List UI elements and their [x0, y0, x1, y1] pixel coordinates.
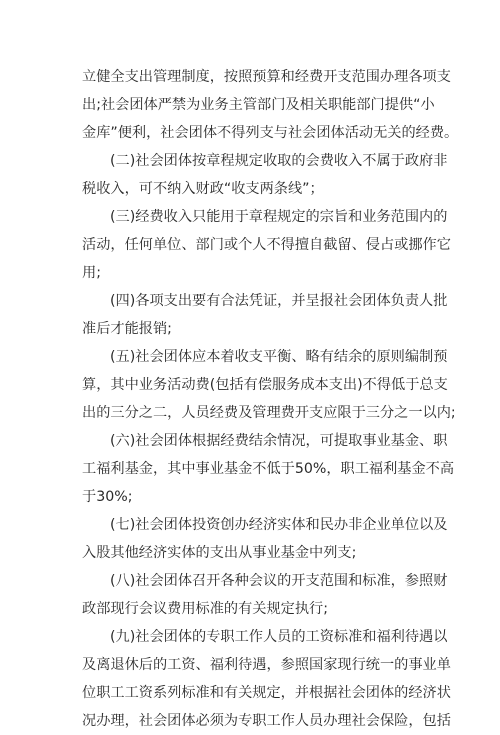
line-text: (三)经费收入只能用于章程规定的宗旨和业务范围内的 — [110, 209, 448, 225]
line-text: 立健全支出管理制度，按照预算和经费开支范围办理各项支 — [82, 69, 451, 85]
line-text: (五)社会团体应本着收支平衡、略有结余的原则编制预 — [110, 349, 448, 365]
text-line — [0, 343, 500, 371]
text-line — [0, 147, 500, 175]
text-line — [0, 63, 500, 91]
text-line — [0, 483, 500, 511]
text-line — [0, 455, 500, 483]
text-line — [0, 511, 500, 539]
line-text: (九)社会团体的专职工作人员的工资标准和福利待遇以 — [110, 629, 448, 645]
line-text: 用; — [82, 265, 101, 281]
text-line — [0, 315, 500, 343]
line-text: 于30%; — [82, 489, 133, 505]
text-line — [0, 427, 500, 455]
text-line — [0, 231, 500, 259]
line-text: (四)各项支出要有合法凭证，并呈报社会团体负责人批 — [110, 293, 448, 309]
line-text: (二)社会团体按章程规定收取的会费收入不属于政府非 — [110, 153, 448, 169]
text-line — [0, 371, 500, 399]
line-text: 准后才能报销; — [82, 321, 172, 337]
line-text: 工福利基金，其中事业基金不低于50%，职工福利基金不高 — [82, 461, 455, 477]
line-text: (七)社会团体投资创办经济实体和民办非企业单位以及 — [110, 517, 448, 533]
text-line — [0, 175, 500, 203]
text-line — [0, 399, 500, 427]
text-line — [0, 679, 500, 707]
line-text: 税收入，可不纳入财政“收支两条线”； — [82, 181, 324, 197]
text-line — [0, 287, 500, 315]
line-text: 金库”便利，社会团体不得列支与社会团体活动无关的经费。 — [82, 125, 459, 141]
text-line — [0, 203, 500, 231]
text-line — [0, 595, 500, 623]
text-line — [0, 259, 500, 287]
line-text: 入股其他经济实体的支出从事业基金中列支; — [82, 545, 357, 561]
line-text: 出;社会团体严禁为业务主管部门及相关职能部门提供“小 — [82, 97, 435, 113]
text-line — [0, 707, 500, 735]
line-text: 活动，任何单位、部门或个人不得擅自截留、侵占或挪作它 — [82, 237, 451, 253]
line-text: (八)社会团体召开各种会议的开支范围和标准，参照财 — [110, 573, 448, 589]
text-line — [0, 651, 500, 679]
text-line — [0, 119, 500, 147]
line-text: 出的三分之二，人员经费及管理费开支应限于三分之一以内; — [82, 405, 456, 421]
line-text: 位职工工资系列标准和有关规定，并根据社会团体的经济状 — [82, 685, 451, 701]
line-text: 况办理，社会团体必须为专职工作人员办理社会保险，包括 — [82, 713, 451, 729]
text-line — [0, 623, 500, 651]
text-line — [0, 567, 500, 595]
line-text: 政部现行会议费用标准的有关规定执行; — [82, 601, 328, 617]
text-line — [0, 539, 500, 567]
text-line — [0, 91, 500, 119]
line-text: (六)社会团体根据经费结余情况，可提取事业基金、职 — [110, 433, 448, 449]
line-text: 及离退休后的工资、福利待遇，参照国家现行统一的事业单 — [82, 657, 451, 673]
line-text: 算，其中业务活动费(包括有偿服务成本支出)不得低于总支 — [82, 377, 448, 393]
